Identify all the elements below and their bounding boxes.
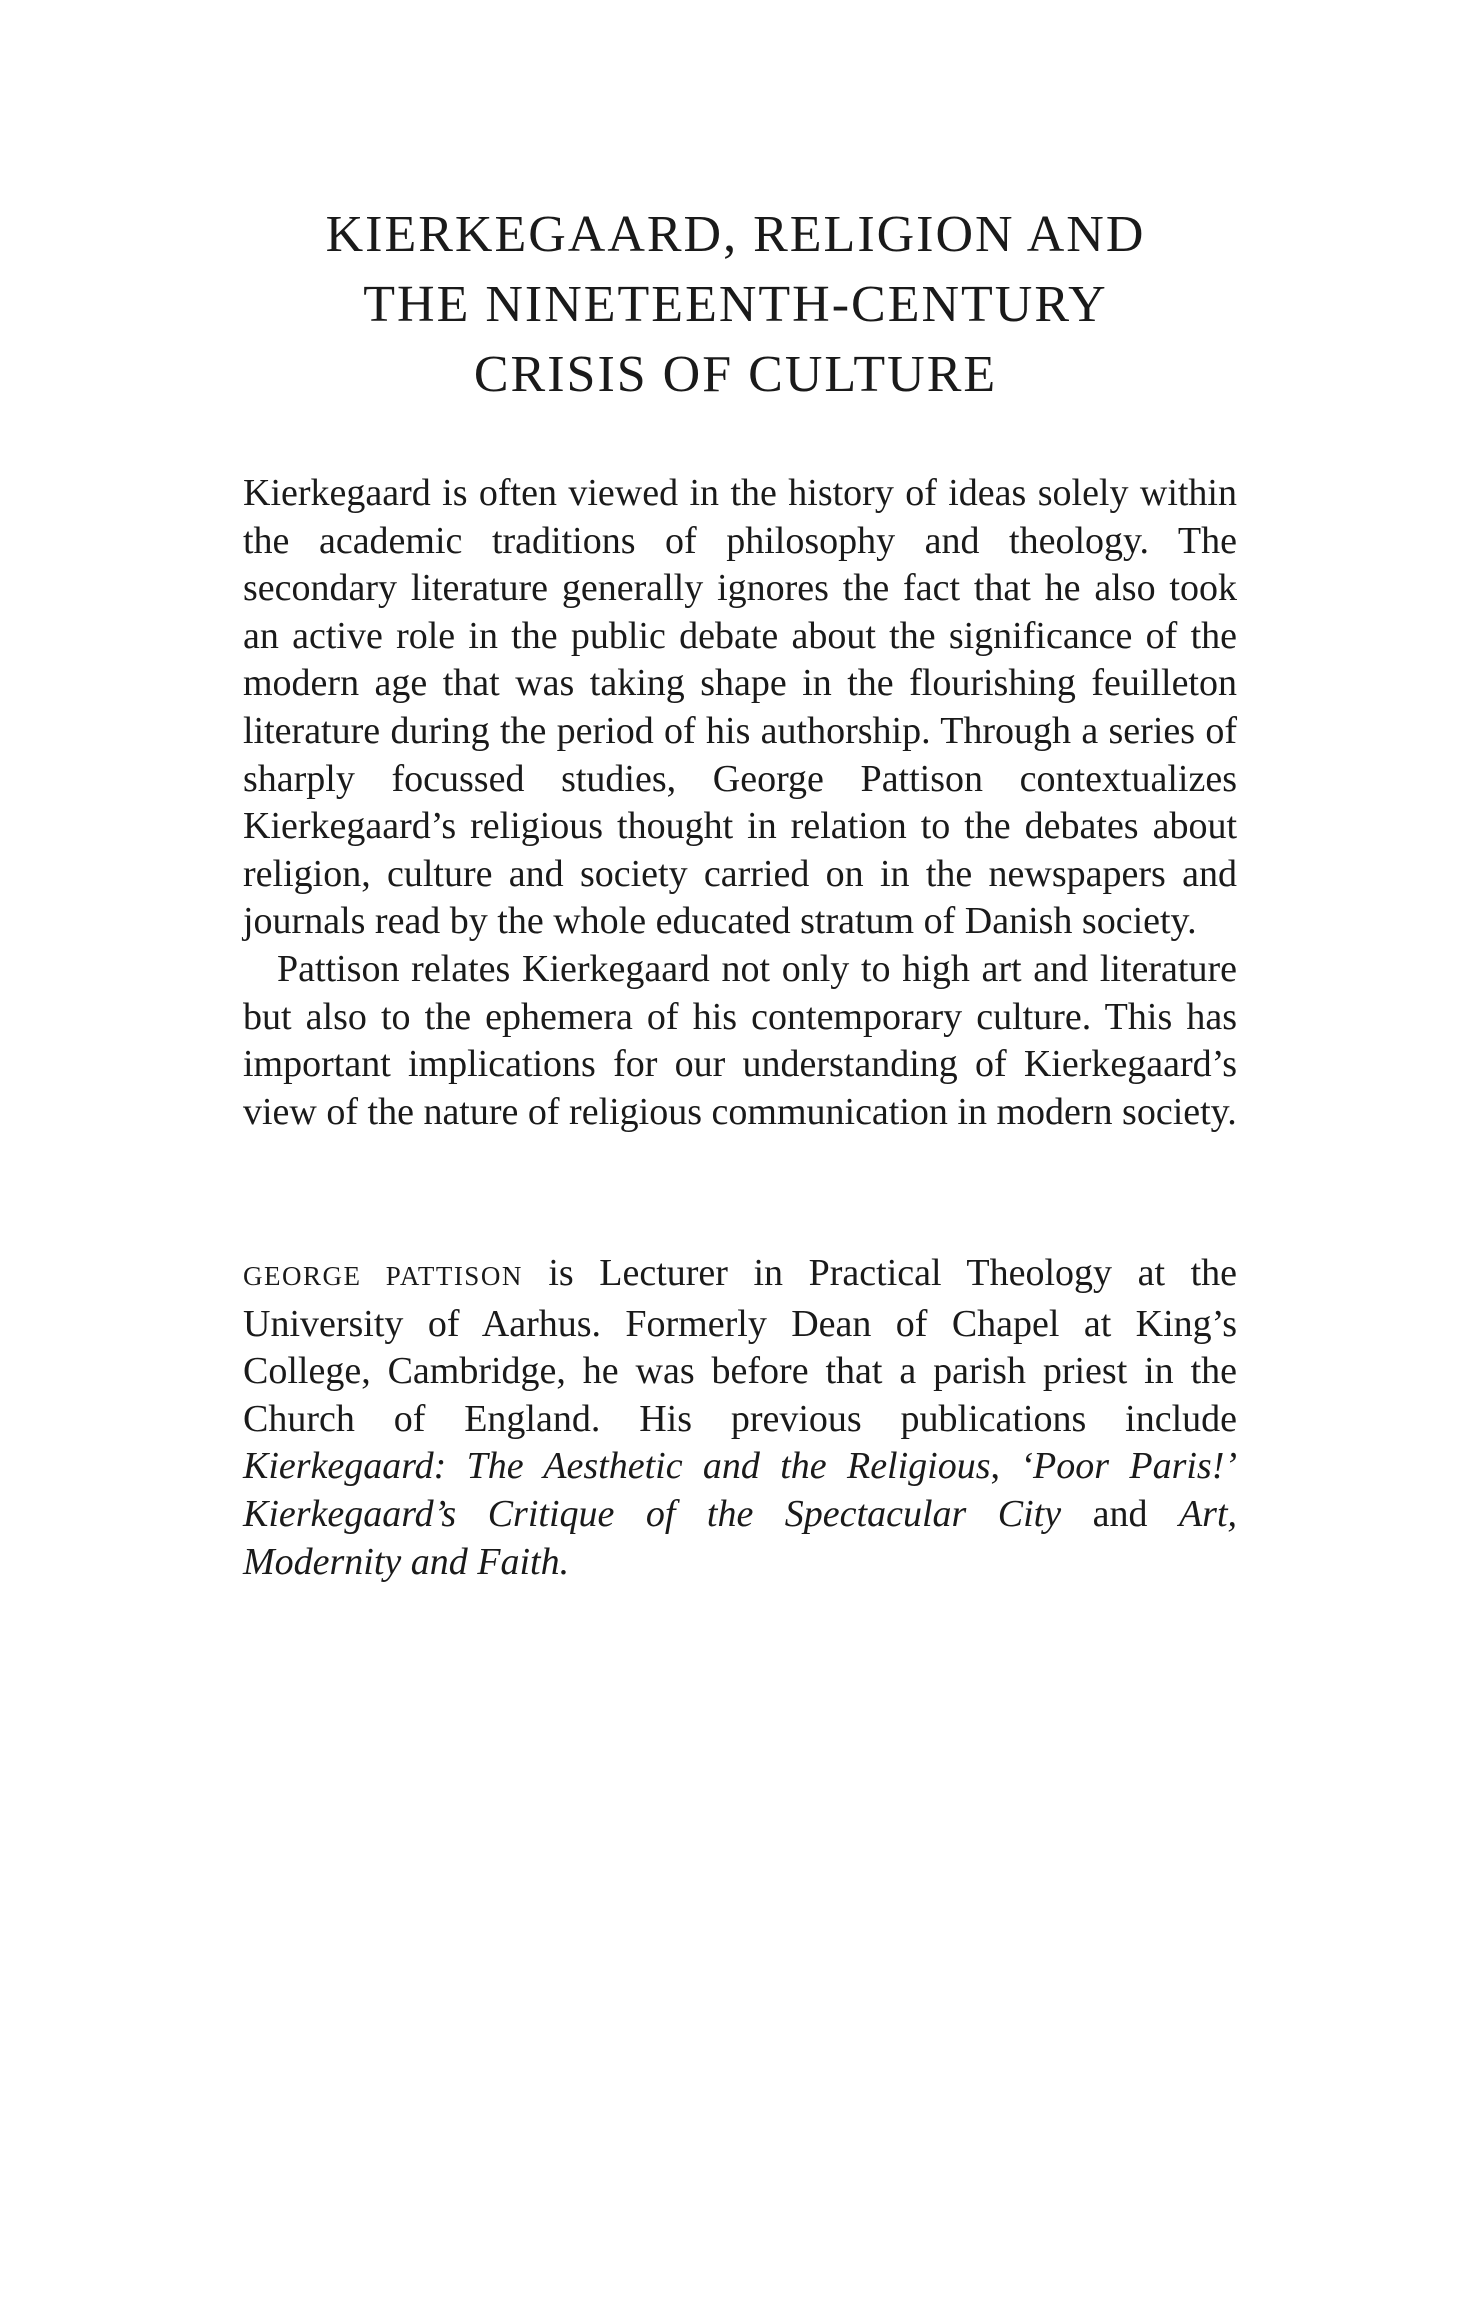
book-title — [0, 200, 1471, 410]
title-line-1: KIERKEGAARD, RELIGION AND — [325, 206, 1146, 263]
title-line-3: CRISIS OF CULTURE — [473, 346, 998, 403]
bio-separator-1: , — [990, 1445, 1021, 1488]
publication-title-1: Kierkegaard: The Aesthetic and the Religious — [243, 1445, 991, 1488]
author-name: GEORGE PATTISON — [243, 1261, 523, 1291]
title-line-2: THE NINETEENTH-CENTURY — [363, 276, 1108, 333]
bio-separator-2: and — [1061, 1492, 1179, 1535]
publication-title-3: Art, Modernity and Faith. — [243, 1492, 1237, 1583]
description-paragraph-2: Pattison relates Kierkegaard not only to high art and literature but also to the ephemera of his contemporary culture. This has important implications for our understanding of Kierkegaard’s view of the nature of religious communication in modern society. — [243, 947, 1237, 1133]
publication-title-2: ‘Poor Paris!’ Kierkegaard’s Critique of the Spectacular City — [243, 1445, 1238, 1535]
author-bio-paragraph — [243, 1250, 1237, 1586]
description-paragraph-1: Kierkegaard is often viewed in the history of ideas solely within the academic traditions of philosophy and theology. The secondary literature generally ignores the fact that he also took an active role in the public debate about the significance of the modern age that was taking shape in the flourishing feuilleton literature during the period of his authorship. Through a series of sharply focussed studies, George Pattison contextualizes Kierkegaard’s religious thought in relation to the debates about religion, culture and society carried on in the newspapers and journals read by the whole educated stratum of Danish society. — [243, 472, 1237, 943]
book-description — [243, 470, 1237, 1136]
author-bio — [243, 1250, 1237, 1586]
bio-text: is Lecturer in Practical Theology at the University of Aarhus. Formerly Dean of Chapel at King’s College, Cambridge, he was before that a parish priest in the Church of England. His previous publications include — [243, 1252, 1237, 1440]
